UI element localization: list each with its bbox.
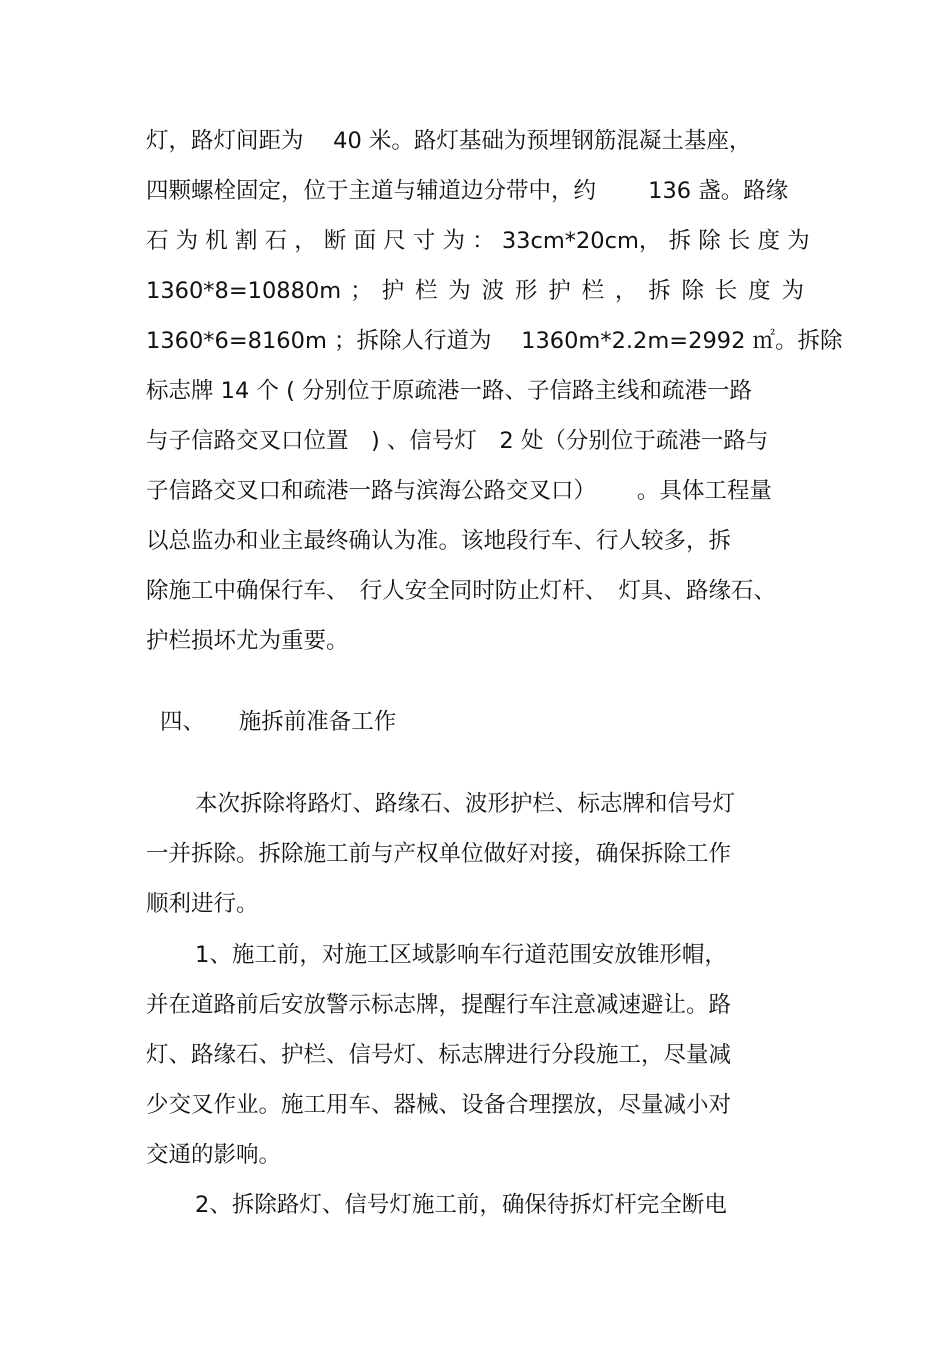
text-line: 子信路交叉口和疏港一路与滨海公路交叉口） 。具体工程量 [146, 478, 772, 504]
text-line: 以总监办和业主最终确认为准。该地段行车、行人较多，拆 [146, 528, 732, 554]
text-line: 标志牌 14 个 ( 分别位于原疏港一路、子信路主线和疏港一路 [146, 378, 753, 404]
text-line: 一并拆除。拆除施工前与产权单位做好对接，确保拆除工作 [146, 841, 732, 867]
text-line: 1360*8=10880m ； 护 栏 为 波 形 护 栏 ， 拆 除 长 度 为 [146, 278, 804, 304]
text-line: 少交叉作业。施工用车、器械、设备合理摆放，尽量减小对 [146, 1092, 732, 1118]
text-line: 本次拆除将路灯、路缘石、波形护栏、标志牌和信号灯 [195, 791, 736, 817]
text-line: 与子信路交叉口位置 ) 、信号灯 2 处（分别位于疏港一路与 [146, 428, 769, 454]
section-heading: 四、 施拆前准备工作 [160, 709, 397, 735]
text-line: 除施工中确保行车、 行人安全同时防止灯杆、 灯具、路缘石、 [146, 578, 777, 604]
text-line: 交通的影响。 [146, 1142, 282, 1168]
text-line: 1360*6=8160m ；拆除人行道为 1360m*2.2m=2992 ㎡。拆除 [146, 328, 843, 354]
text-line: 四颗螺栓固定，位于主道与辅道边分带中，约 136 盏。路缘 [146, 178, 789, 204]
text-line: 并在道路前后安放警示标志牌，提醒行车注意减速避让。路 [146, 992, 732, 1018]
text-line: 灯、路缘石、护栏、信号灯、标志牌进行分段施工，尽量减 [146, 1042, 732, 1068]
text-line: 石 为 机 割 石 ， 断 面 尺 寸 为 ： 33cm*20cm， 拆 除 长 度 为 [146, 228, 810, 254]
text-line: 顺利进行。 [146, 891, 259, 917]
text-line: 灯，路灯间距为 40 米。路灯基础为预埋钢筋混凝土基座， [146, 128, 752, 154]
text-line: 护栏损坏尤为重要。 [146, 628, 349, 654]
text-line: 2、拆除路灯、信号灯施工前，确保待拆灯杆完全断电 [195, 1192, 727, 1218]
text-line: 1、施工前，对施工区域影响车行道范围安放锥形帽， [195, 942, 727, 968]
